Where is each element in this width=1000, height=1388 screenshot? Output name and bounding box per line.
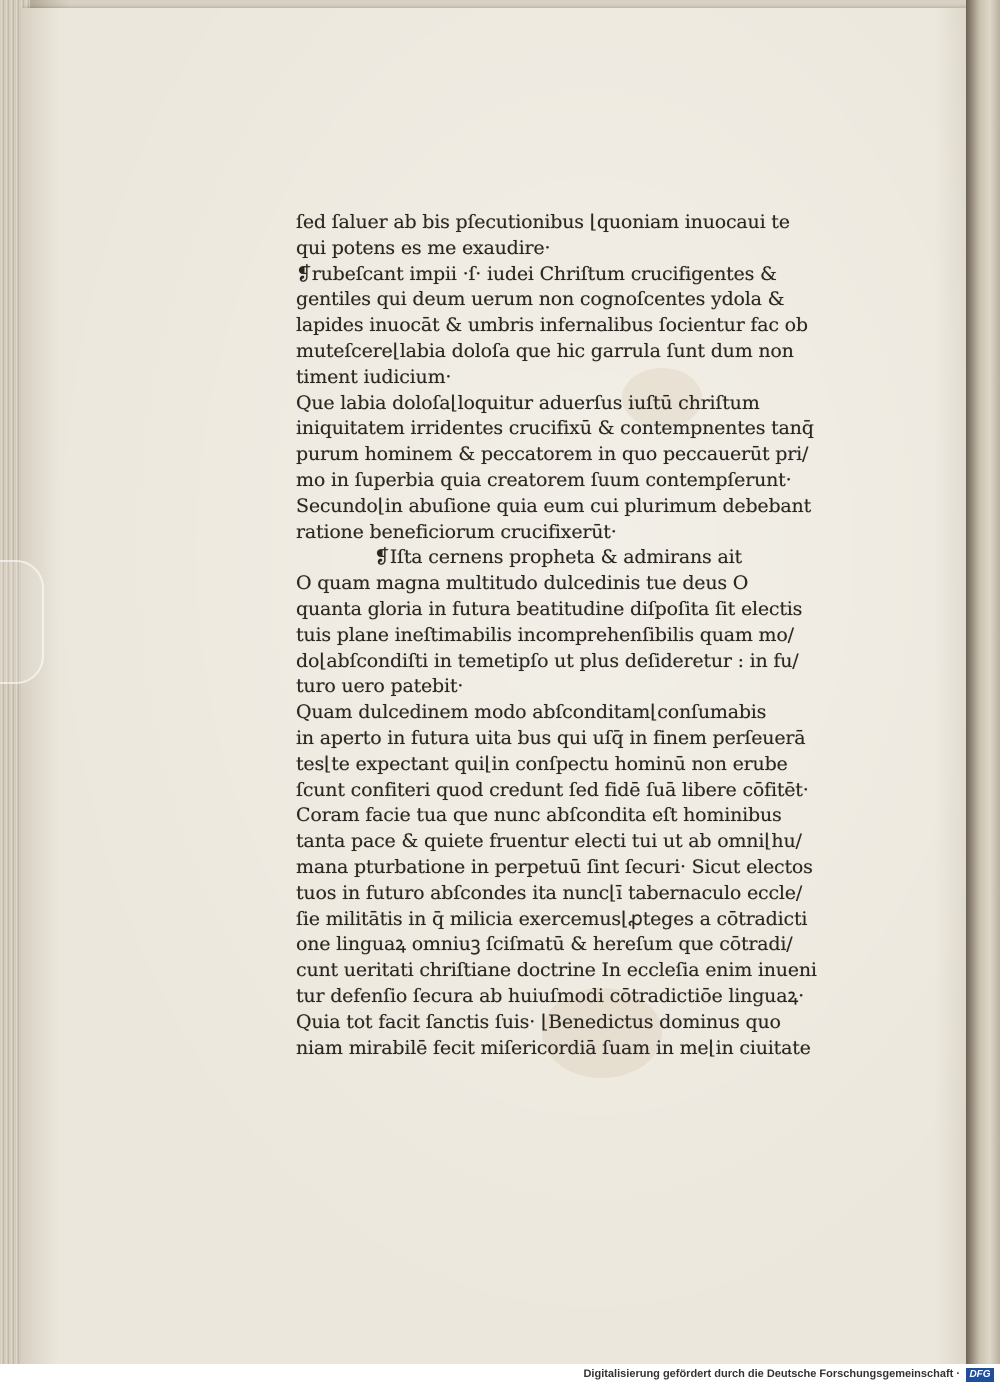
page-clip-mark [0, 560, 44, 684]
text-line: mo in ſuperbia quia creatorem ſuum contempſerunt· [296, 468, 792, 491]
text-line: quanta gloria in futura beatitudine diſpoſita ſit electis [296, 597, 803, 620]
text-line: O quam magna multitudo dulcedinis tue deus O [296, 572, 749, 595]
text-line: in aperto in futura uita bus qui uſq̄ in finem perſeuerā [296, 726, 806, 749]
text-line: muteſcere⌊labia doloſa que hic garrula ſunt dum non [296, 339, 794, 362]
text-line: qui potens es me exaudire· [296, 236, 551, 259]
text-line: cunt ueritati chriſtiane doctrine In eccleſia enim inueni [296, 959, 817, 982]
book-spine-edge [966, 0, 1000, 1364]
text-line: purum hominem & peccatorem in quo peccauerūt pri/ [296, 443, 809, 466]
text-line: tes⌊te expectant qui⌊in conſpectu hominū non erube [296, 752, 788, 775]
footer-credit: Digitalisierung gefördert durch die Deutsche Forschungsgemeinschaft · [583, 1368, 960, 1380]
text-line: gentiles qui deum uerum non cognoſcentes ydola & [296, 288, 785, 311]
text-line: ſcunt confiteri quod credunt ſed fidē ſuā libere cōfitēt· [296, 778, 809, 801]
text-line: lapides inuocāt & umbris infernalibus ſocientur fac ob [296, 314, 808, 337]
text-line: Que labia doloſa⌊loquitur aduerſus iuſtū chriſtum [296, 391, 760, 414]
dfg-logo: DFG [966, 1368, 994, 1382]
text-line: ❡Iſta cernens propheta & admirans ait [374, 546, 742, 569]
text-line: tuis plane ineſtimabilis incomprehenſibilis quam mo/ [296, 623, 794, 646]
text-line: turo uero patebit· [296, 675, 464, 698]
text-line: Coram facie tua que nunc abſcondita eſt hominibus [296, 804, 782, 827]
text-line: do⌊abſcondiſti in temetipſo ut plus deſideretur : in fu/ [296, 649, 799, 672]
text-line: ſie militātis in q̄ milicia exercemus⌊ꝓteges a cōtradicti [296, 907, 808, 930]
text-line: tur defenſio ſecura ab huiuſmodi cōtradictiōe linguaꝝ· [296, 984, 804, 1007]
text-line: timent iudicium· [296, 365, 452, 388]
text-line: ❡rubeſcant impii ·ſ· iudei Chriſtum crucifigentes & [296, 262, 777, 285]
text-line: one linguaꝝ omniuꝫ ſciſmatū & hereſum que cōtradi/ [296, 933, 793, 956]
text-line: tanta pace & quiete fruentur electi tui ut ab omni⌊hu/ [296, 830, 802, 853]
text-line: Quia tot facit ſanctis ſuis· ⌊Benedictus dominus quo [296, 1010, 781, 1033]
printed-text-block [296, 210, 826, 1061]
text-line: niam mirabilē fecit miſericordiā ſuam in me⌊in ciuitate [296, 1036, 811, 1059]
text-line: ſed ſaluer ab bis pſecutionibus ⌊quoniam inuocaui te [296, 211, 790, 233]
footer-bar [0, 1364, 1000, 1388]
text-line: iniquitatem irridentes crucifixū & contempnentes tanq̄ [296, 417, 814, 440]
text-line: tuos in futuro abſcondes ita nunc⌊ī tabernaculo eccle/ [296, 881, 803, 904]
text-line: mana pturbatione in perpetuū ſint ſecuri· Sicut electos [296, 855, 813, 878]
text-line: ratione beneficiorum crucifixerūt· [296, 520, 617, 543]
text-line: Quam dulcedinem modo abſconditam⌊conſumabis [296, 701, 767, 724]
text-line: Secundo⌊in abuſione quia eum cui plurimum debebant [296, 494, 812, 517]
